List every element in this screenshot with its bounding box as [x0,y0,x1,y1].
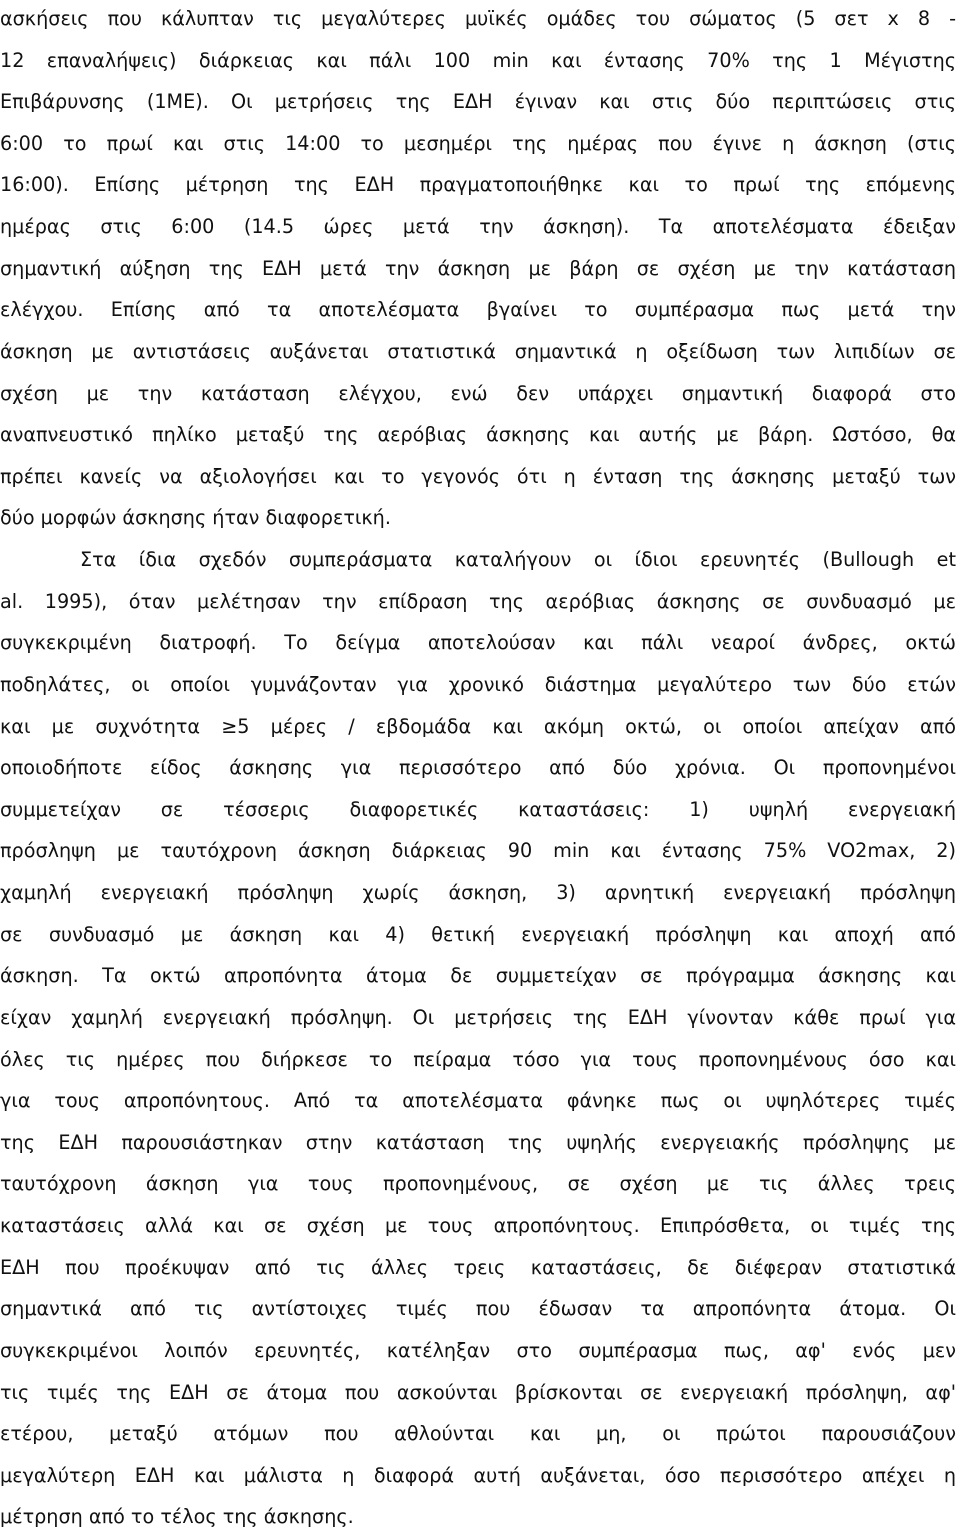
text-line: χαμηλή ενεργειακή πρόσληψη χωρίς άσκηση, 3) αρνητική ενεργειακή πρόσληψη [0,881,956,905]
text-line: σχέση με την κατάσταση ελέγχου, ενώ δεν υπάρχει σημαντική διαφορά στο [0,381,956,405]
text-line: συμμετείχαν σε τέσσερις διαφορετικές καταστάσεις: 1) υψηλή ενεργειακή [0,797,956,821]
text-line: 16:00). Επίσης μέτρηση της ΕΔΗ πραγματοποιήθηκε και το πρωί της επόμενης [0,173,956,197]
text-line: πρέπει κανείς να αξιολογήσει και το γεγονός ότι η ένταση της άσκησης μεταξύ των [0,464,956,488]
text-line: άσκηση. Τα οκτώ απροπόνητα άτομα δε συμμετείχαν σε πρόγραμμα άσκησης και [0,964,956,988]
text-line: al. 1995), όταν μελέτησαν την επίδραση της αερόβιας άσκησης σε συνδυασμό με [0,589,956,613]
text-line-last: μέτρηση από το τέλος της άσκησης. [0,1505,354,1529]
text-line: ταυτόχρονη άσκηση για τους προπονημένους, σε σχέση με τις άλλες τρεις [0,1172,956,1196]
text-line: σε συνδυασμό με άσκηση και 4) θετική ενεργειακή πρόσληψη και αποχή από [0,922,956,946]
text-line: οποιοδήποτε είδος άσκησης για περισσότερο από δύο χρόνια. Οι προπονημένοι [0,756,956,780]
text-line: ΕΔΗ που προέκυψαν από τις άλλες τρεις καταστάσεις, δε διέφεραν στατιστικά [0,1255,956,1279]
text-line: ποδηλάτες, οι οποίοι γυμνάζονταν για χρονικό διάστημα μεγαλύτερο των δύο ετών [0,672,956,696]
text-line: της ΕΔΗ παρουσιάστηκαν στην κατάσταση της υψηλής ενεργειακής πρόσληψης με [0,1130,956,1154]
paragraph-first-line: Στα ίδια σχεδόν συμπεράσματα καταλήγουν οι ίδιοι ερευνητές (Bullough et [80,548,956,572]
text-line: άσκηση με αντιστάσεις αυξάνεται στατιστικά σημαντικά η οξείδωση των λιπιδίων σε [0,339,956,363]
text-line: ελέγχου. Επίσης από τα αποτελέσματα βγαίνει το συμπέρασμα πως μετά την [0,298,956,322]
text-line: για τους απροπόνητους. Από τα αποτελέσματα φάνηκε πως οι υψηλότερες τιμές [0,1089,956,1113]
text-line: συγκεκριμένοι λοιπόν ερευνητές, κατέληξαν στο συμπέρασμα πως, αφ' ενός μεν [0,1338,956,1362]
text-line: πρόσληψη με ταυτόχρονη άσκηση διάρκειας 90 min και έντασης 75% VO2max, 2) [0,839,956,863]
text-line: και με συχνότητα ≥5 μέρες / εβδομάδα και ακόμη οκτώ, οι οποίοι απείχαν από [0,714,956,738]
text-line: μεγαλύτερη ΕΔΗ και μάλιστα η διαφορά αυτή αυξάνεται, όσο περισσότερο απέχει η [0,1463,956,1487]
last-line-container [0,1498,956,1540]
text-line: συγκεκριμένη διατροφή. Το δείγμα αποτελούσαν και πάλι νεαροί άνδρες, οκτώ [0,631,956,655]
text-line: είχαν χαμηλή ενεργειακή πρόσληψη. Οι μετρήσεις της ΕΔΗ γίνονταν κάθε πρωί για [0,1005,956,1029]
text-line: δύο μορφών άσκησης ήταν διαφορετική. [0,506,391,530]
text-line: καταστάσεις αλλά και σε σχέση με τους απροπόνητους. Επιπρόσθετα, οι τιμές της [0,1214,956,1238]
text-line: όλες τις ημέρες που διήρκεσε το πείραμα τόσο για τους προπονημένους όσο και [0,1047,956,1071]
text-line: 12 επαναλήψεις) διάρκειας και πάλι 100 min και έντασης 70% της 1 Μέγιστης [0,48,956,72]
text-line: Επιβάρυνσης (1ΜΕ). Οι μετρήσεις της ΕΔΗ έγιναν και στις δύο περιπτώσεις στις [0,90,956,114]
text-line: σημαντική αύξηση της ΕΔΗ μετά την άσκηση με βάρη σε σχέση με την κατάσταση [0,256,956,280]
text-line: αναπνευστικό πηλίκο μεταξύ της αερόβιας άσκησης και αυτής με βάρη. Ωστόσο, θα [0,423,956,447]
text-line: ημέρας στις 6:00 (14.5 ώρες μετά την άσκηση). Τα αποτελέσματα έδειξαν [0,215,956,239]
text-line: ετέρου, μεταξύ ατόμων που αθλούνται και μη, οι πρώτοι παρουσιάζουν [0,1422,956,1446]
text-line: ασκήσεις που κάλυπταν τις μεγαλύτερες μυϊκές ομάδες του σώματος (5 σετ x 8 - [0,7,956,30]
text-line: τις τιμές της ΕΔΗ σε άτομα που ασκούνται βρίσκονται σε ενεργειακή πρόσληψη, αφ' [0,1380,956,1404]
text-line: 6:00 το πρωί και στις 14:00 το μεσημέρι της ημέρας που έγινε η άσκηση (στις [0,131,956,155]
text-line: σημαντικά από τις αντίστοιχες τιμές που έδωσαν τα απροπόνητα άτομα. Οι [0,1297,956,1321]
